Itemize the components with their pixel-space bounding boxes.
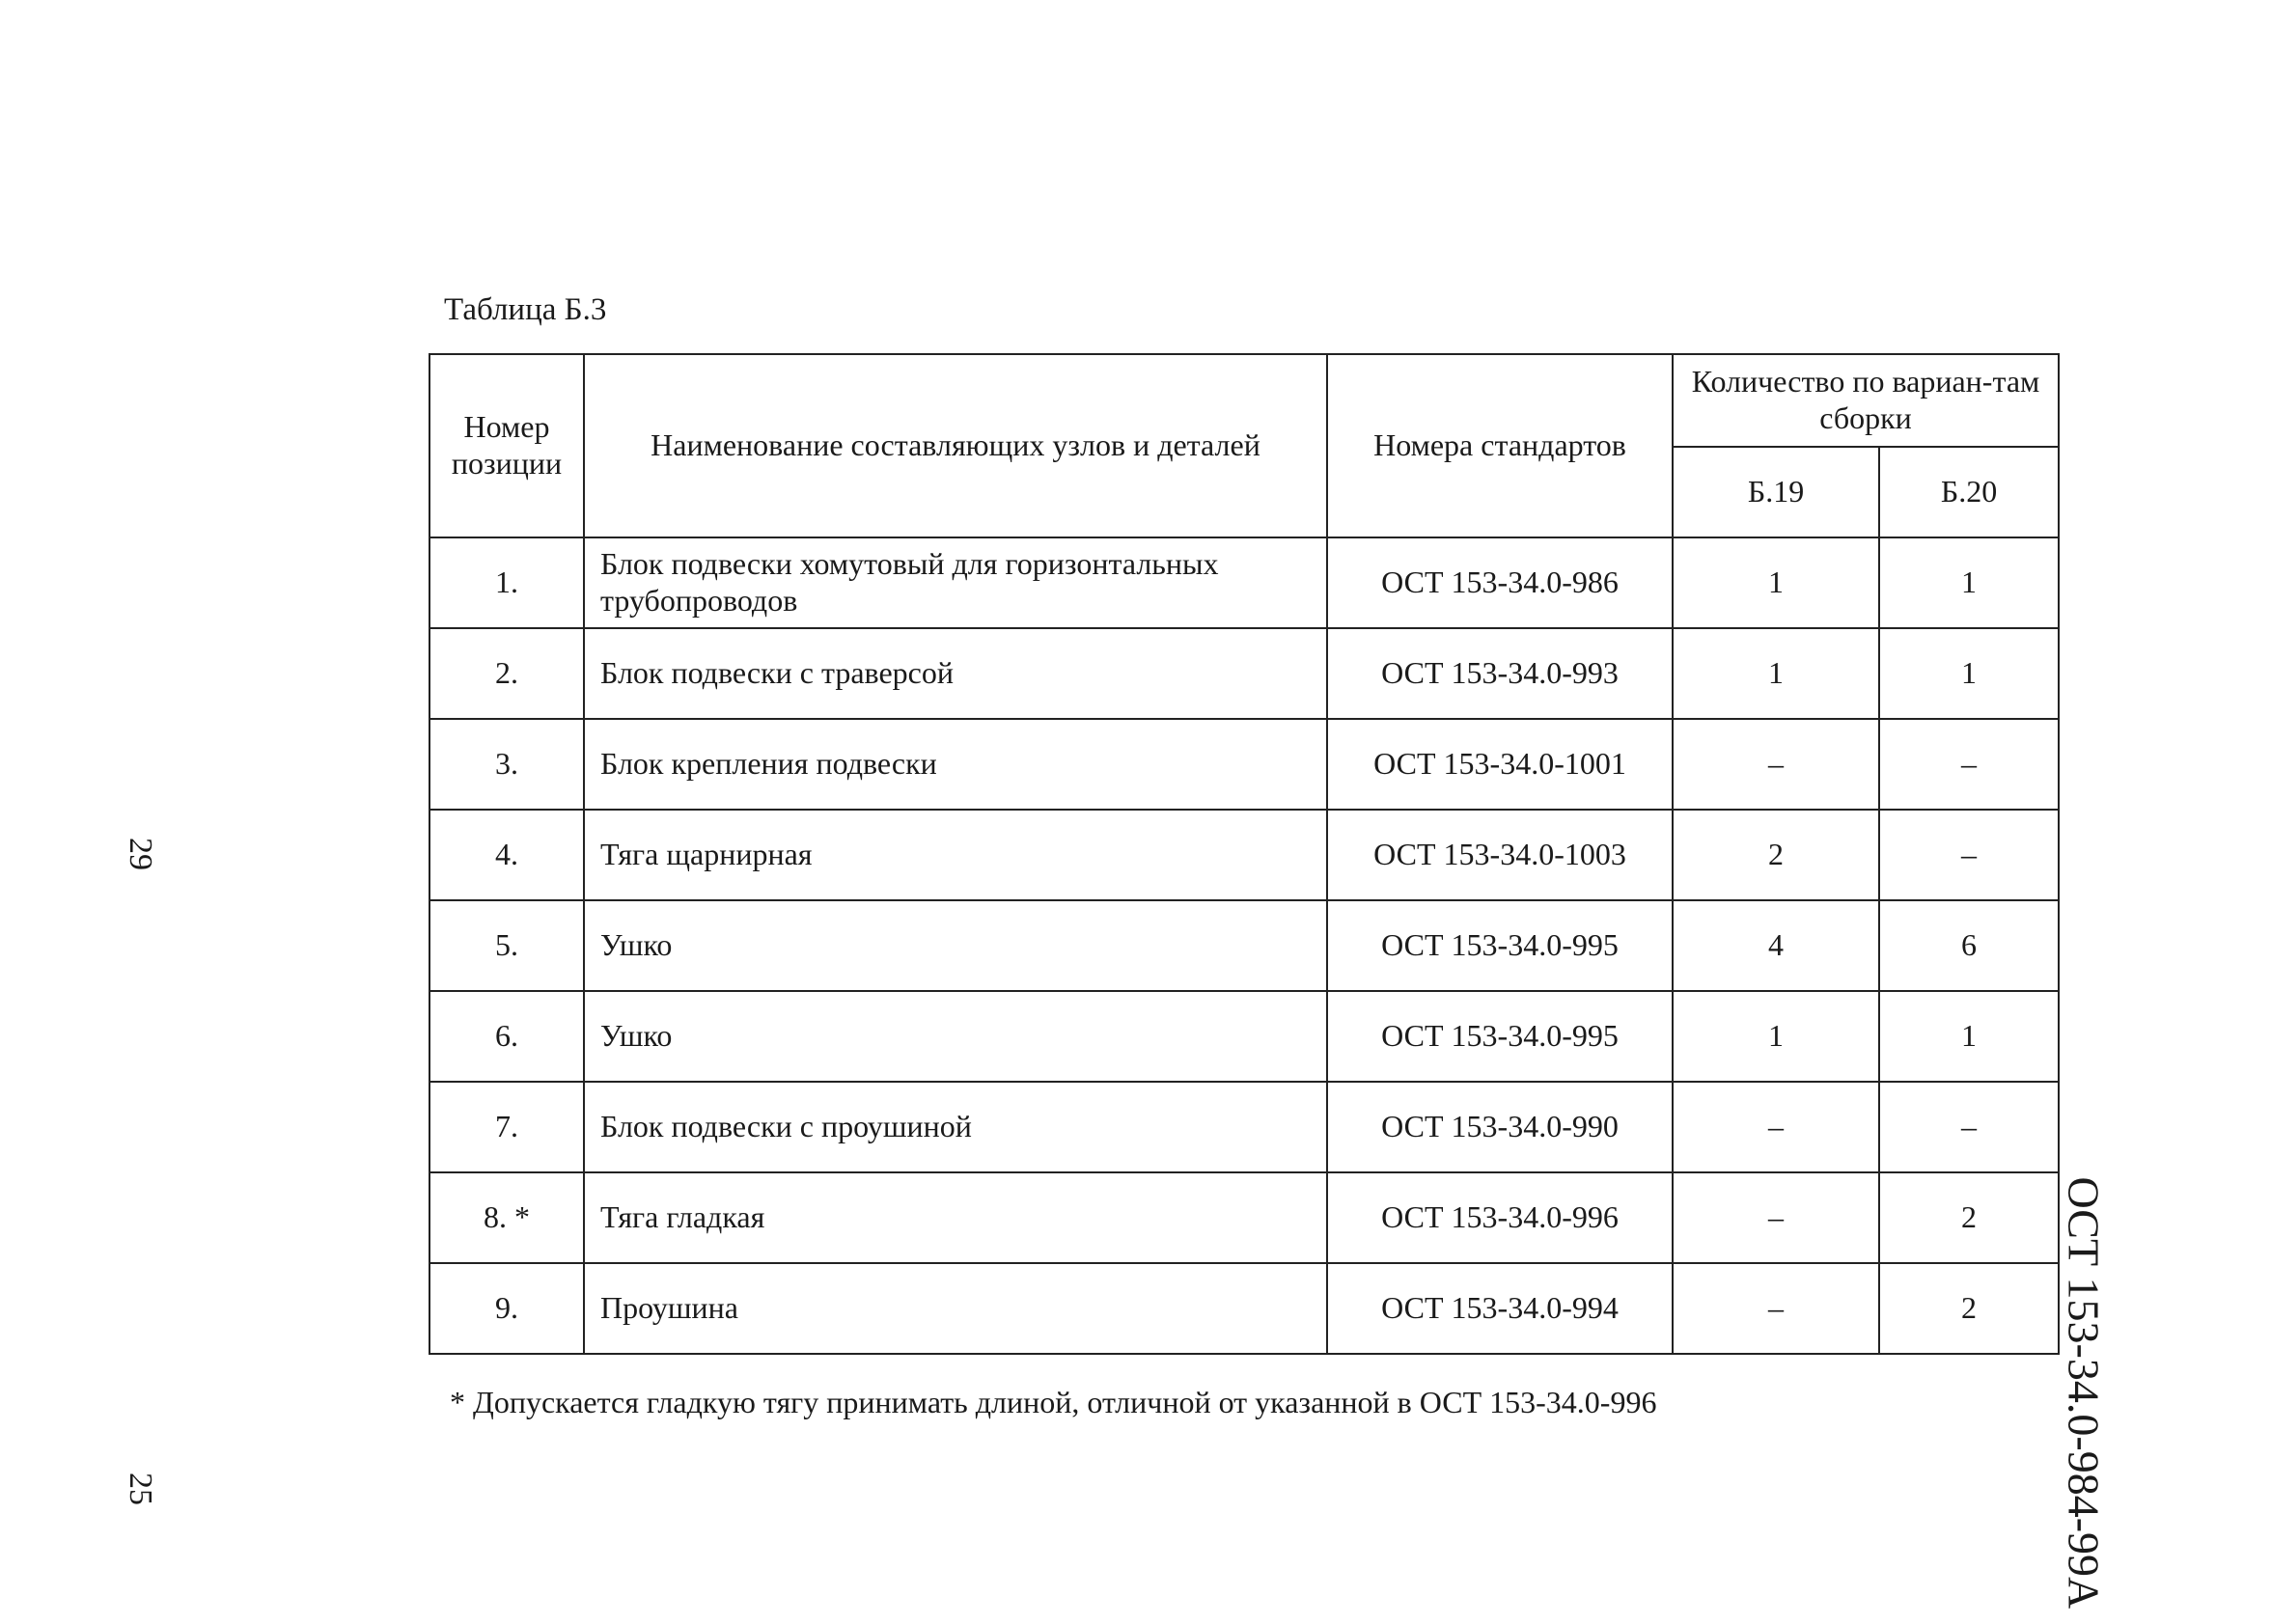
cell-b19-quantity: 1	[1673, 991, 1879, 1082]
cell-name: Проушина	[584, 1263, 1327, 1354]
cell-name: Блок крепления подвески	[584, 719, 1327, 810]
cell-b19-quantity: 4	[1673, 900, 1879, 991]
document-code: ОСТ 153-34.0-984-99А	[2059, 1176, 2109, 1610]
header-position: Номер позиции	[429, 354, 584, 537]
cell-position: 1.	[429, 537, 584, 628]
table-header-row	[429, 354, 2059, 447]
table-row	[429, 628, 2059, 719]
cell-b20-quantity: 1	[1879, 628, 2059, 719]
cell-b20-quantity: 2	[1879, 1172, 2059, 1263]
cell-b20-quantity: –	[1879, 1082, 2059, 1172]
cell-position: 5.	[429, 900, 584, 991]
parts-table	[429, 353, 2060, 1355]
cell-name: Тяга гладкая	[584, 1172, 1327, 1263]
cell-standard: ОСТ 153-34.0-995	[1327, 900, 1673, 991]
cell-standard: ОСТ 153-34.0-994	[1327, 1263, 1673, 1354]
header-variant-b20: Б.20	[1879, 447, 2059, 537]
cell-b20-quantity: –	[1879, 719, 2059, 810]
cell-b19-quantity: –	[1673, 1082, 1879, 1172]
cell-position: 9.	[429, 1263, 584, 1354]
page-number-upper: 29	[123, 838, 158, 870]
cell-standard: ОСТ 153-34.0-990	[1327, 1082, 1673, 1172]
table-row	[429, 1082, 2059, 1172]
cell-position: 8. *	[429, 1172, 584, 1263]
cell-position: 3.	[429, 719, 584, 810]
cell-b19-quantity: –	[1673, 719, 1879, 810]
cell-standard: ОСТ 153-34.0-993	[1327, 628, 1673, 719]
cell-name: Блок подвески с траверсой	[584, 628, 1327, 719]
cell-standard: ОСТ 153-34.0-986	[1327, 537, 1673, 628]
cell-b19-quantity: 2	[1673, 810, 1879, 900]
cell-position: 4.	[429, 810, 584, 900]
cell-b20-quantity: 1	[1879, 991, 2059, 1082]
page-number-lower: 25	[123, 1473, 158, 1505]
cell-b20-quantity: 1	[1879, 537, 2059, 628]
table-row	[429, 1263, 2059, 1354]
table-row	[429, 810, 2059, 900]
cell-b20-quantity: 6	[1879, 900, 2059, 991]
cell-b20-quantity: –	[1879, 810, 2059, 900]
cell-name: Ушко	[584, 991, 1327, 1082]
cell-position: 2.	[429, 628, 584, 719]
table-row	[429, 719, 2059, 810]
table-row	[429, 900, 2059, 991]
cell-standard: ОСТ 153-34.0-996	[1327, 1172, 1673, 1263]
table-row	[429, 1172, 2059, 1263]
footnote: * Допускается гладкую тягу принимать длиной, отличной от указанной в ОСТ 153-34.0-996	[450, 1385, 1657, 1419]
cell-position: 7.	[429, 1082, 584, 1172]
cell-standard: ОСТ 153-34.0-1003	[1327, 810, 1673, 900]
cell-standard: ОСТ 153-34.0-1001	[1327, 719, 1673, 810]
cell-name: Блок подвески хомутовый для горизонтальных трубопроводов	[584, 537, 1327, 628]
cell-b19-quantity: 1	[1673, 537, 1879, 628]
cell-standard: ОСТ 153-34.0-995	[1327, 991, 1673, 1082]
table-caption: Таблица Б.3	[444, 292, 607, 327]
cell-name: Тяга щарнирная	[584, 810, 1327, 900]
cell-position: 6.	[429, 991, 584, 1082]
cell-b20-quantity: 2	[1879, 1263, 2059, 1354]
header-standard: Номера стандартов	[1327, 354, 1673, 537]
header-name: Наименование составляющих узлов и деталей	[584, 354, 1327, 537]
header-variant-b19: Б.19	[1673, 447, 1879, 537]
cell-b19-quantity: –	[1673, 1263, 1879, 1354]
cell-b19-quantity: 1	[1673, 628, 1879, 719]
header-quantity: Количество по вариан-там сборки	[1673, 354, 2059, 447]
cell-b19-quantity: –	[1673, 1172, 1879, 1263]
table-row	[429, 991, 2059, 1082]
cell-name: Ушко	[584, 900, 1327, 991]
table-row	[429, 537, 2059, 628]
cell-name: Блок подвески с проушиной	[584, 1082, 1327, 1172]
